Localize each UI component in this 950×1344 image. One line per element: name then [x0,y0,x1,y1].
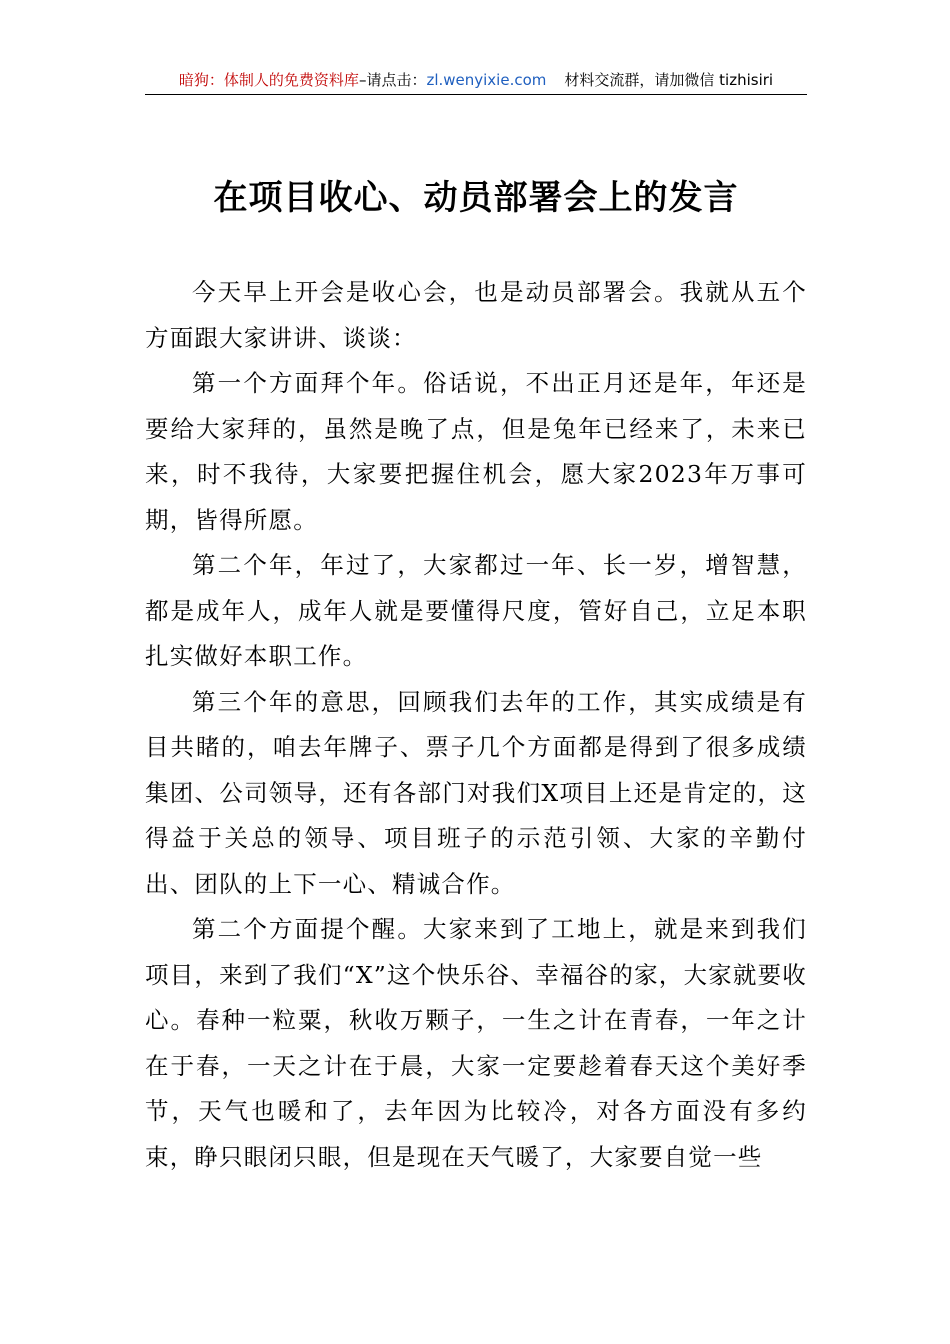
header-link[interactable]: zl.wenyixie.com [426,71,547,89]
page-header [145,70,807,95]
header-brand: 暗狗：体制人的免费资料库 [178,71,359,89]
paragraph-intro: 今天早上开会是收心会，也是动员部署会。我就从五个方面跟大家讲讲、谈谈： [145,278,807,352]
document-title: 在项目收心、动员部署会上的发言 [213,178,739,218]
paragraph-point-2: 第二个方面提个醒。大家来到了工地上，就是来到我们项目，来到了我们“X”这个快乐谷、幸福谷的家，大家就要收心。春种一粒粟，秋收万颗子，一生之计在青春，一年之计在于春，一天之计在于晨，大家一定要趁着春天这个美好季节，天气也暖和了，去年因为比较冷，对各方面没有多约束，睁只眼闭只眼，但是现在天气暖了，大家要自觉一些 [145,915,807,1171]
paragraph-point-1: 第一个方面拜个年。俗话说，不出正月还是年，年还是要给大家拜的，虽然是晚了点，但是兔年已经来了，未来已来，时不我待，大家要把握住机会，愿大家2023年万事可期，皆得所愿。 [145,369,807,534]
paragraph-point-1-third-year: 第三个年的意思，回顾我们去年的工作，其实成绩是有目共睹的，咱去年牌子、票子几个方面都是得到了很多成绩集团、公司领导，还有各部门对我们X项目上还是肯定的，这得益于关总的领导、项目班子的示范引领、大家的辛勤付出、团队的上下一心、精诚合作。 [145,687,807,898]
header-contact: 材料交流群，请加微信 tizhisiri [564,71,774,89]
paragraph-point-1-second-year: 第二个年，年过了，大家都过一年、长一岁，增智慧，都是成年人，成年人就是要懂得尺度，管好自己，立足本职扎实做好本职工作。 [145,551,807,670]
document-body [145,270,807,1180]
header-link-prefix: –请点击： [358,71,427,89]
